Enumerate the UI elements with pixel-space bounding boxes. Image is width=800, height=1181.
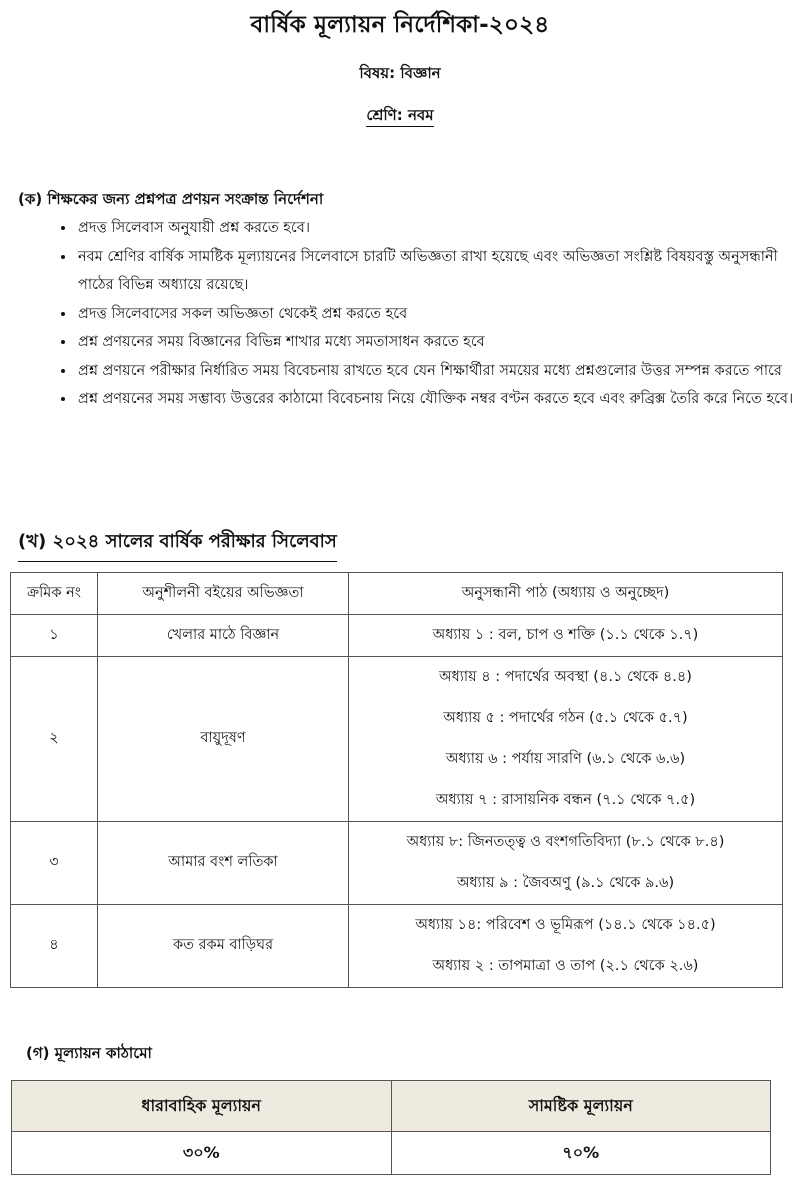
- chapter-line: অধ্যায় ১ : বল, চাপ ও শক্তি (১.১ থেকে ১.৭): [432, 627, 699, 643]
- column-header-serial: ক্রমিক নং: [11, 573, 98, 615]
- table-row: [12, 1132, 771, 1175]
- chapter-line: অধ্যায় ২ : তাপমাত্রা ও তাপ (২.১ থেকে ২.৬): [432, 958, 699, 974]
- section-b-heading: (খ) ২০২৪ সালের বার্ষিক পরীক্ষার সিলেবাস: [18, 527, 337, 562]
- guideline-item: • প্রশ্ন প্রণয়নের সময় সম্ভাব্য উত্তরের কাঠামো বিবেচনায় নিয়ে যৌক্তিক নম্বর বণ্টন করতে হবে এবং রুব্রিক্স তৈরি করে নিতে হবে।: [76, 385, 800, 414]
- chapters-cell: [349, 657, 783, 822]
- guideline-list: [48, 214, 800, 414]
- chapters-cell: [349, 905, 783, 988]
- guideline-item: • প্রদত্ত সিলেবাসের সকল অভিজ্ঞতা থেকেই প্রশ্ন করতে হবে: [76, 300, 800, 329]
- summative-assessment-header: সামষ্টিক মূল্যায়ন: [391, 1081, 771, 1132]
- continuous-assessment-value: ৩০%: [12, 1132, 392, 1175]
- chapter-line: অধ্যায় ৫ : পদার্থের গঠন (৫.১ থেকে ৫.৭): [443, 710, 688, 726]
- chapter-line: অধ্যায় ৪ : পদার্থের অবস্থা (৪.১ থেকে ৪.৪): [439, 669, 692, 685]
- serial-cell: ২: [11, 657, 98, 822]
- chapter-line: অধ্যায় ৯ : জৈবঅণু (৯.১ থেকে ৯.৬): [456, 875, 675, 891]
- serial-cell: ৩: [11, 822, 98, 905]
- serial-cell: ১: [11, 615, 98, 657]
- table-row: [11, 657, 783, 822]
- guideline-item: • প্রশ্ন প্রণয়নের সময় বিজ্ঞানের বিভিন্ন শাখার মধ্যে সমতাসাধন করতে হবে: [76, 328, 800, 357]
- section-c-heading: (গ) মূল্যায়ন কাঠামো: [26, 1044, 152, 1062]
- chapter-line: অধ্যায় ৭ : রাসায়নিক বন্ধন (৭.১ থেকে ৭.৫): [435, 792, 696, 808]
- assessment-table: [11, 1080, 771, 1175]
- experience-cell: কত রকম বাড়িঘর: [98, 905, 349, 988]
- table-row: [11, 822, 783, 905]
- table-header-row: [12, 1081, 771, 1132]
- experience-cell: আমার বংশ লতিকা: [98, 822, 349, 905]
- chapter-line: অধ্যায় ১৪: পরিবেশ ও ভূমিরূপ (১৪.১ থেকে ১৪.৫): [415, 917, 716, 933]
- guideline-item: • নবম শ্রেণির বার্ষিক সামষ্টিক মূল্যায়নের সিলেবাসে চারটি অভিজ্ঞতা রাখা হয়েছে এবং অভিজ্ঞতা সংশ্লিষ্ট বিষয়বস্তু অনুসন্ধানী পাঠের বিভিন্ন অধ্যায়ে রয়েছে।: [76, 243, 800, 300]
- table-header-row: [11, 573, 783, 615]
- column-header-experience: অনুশীলনী বইয়ের অভিজ্ঞতা: [98, 573, 349, 615]
- chapter-line: অধ্যায় ৮: জিনতত্ত্ব ও বংশগতিবিদ্যা (৮.১ থেকে ৮.৪): [406, 834, 725, 850]
- guideline-item: • প্রশ্ন প্রণয়নে পরীক্ষার নির্ধারিত সময় বিবেচনায় রাখতে হবে যেন শিক্ষার্থীরা সময়ের মধ্যে প্রশ্নগুলোর উত্তর সম্পন্ন করতে পারে: [76, 357, 800, 386]
- column-header-chapters: অনুসন্ধানী পাঠ (অধ্যায় ও অনুচ্ছেদ): [349, 573, 783, 615]
- chapters-cell: [349, 615, 783, 657]
- subject-line: বিষয়: বিজ্ঞান: [359, 64, 441, 82]
- class-line: [0, 104, 800, 129]
- table-row: [11, 905, 783, 988]
- summative-assessment-value: ৭০%: [391, 1132, 771, 1175]
- guideline-item: • প্রদত্ত সিলেবাস অনুযায়ী প্রশ্ন করতে হবে।: [76, 214, 800, 243]
- table-row: [11, 615, 783, 657]
- syllabus-table: [10, 572, 783, 988]
- serial-cell: ৪: [11, 905, 98, 988]
- section-a-heading: (ক) শিক্ষকের জন্য প্রশ্নপত্র প্রণয়ন সংক্রান্ত নির্দেশনা: [18, 190, 324, 208]
- class-label: শ্রেণি: নবম: [366, 106, 433, 127]
- chapters-cell: [349, 822, 783, 905]
- page-title: বার্ষিক মূল্যায়ন নির্দেশিকা-২০২৪: [250, 12, 550, 38]
- continuous-assessment-header: ধারাবাহিক মূল্যায়ন: [12, 1081, 392, 1132]
- chapter-line: অধ্যায় ৬ : পর্যায় সারণি (৬.১ থেকে ৬.৬): [445, 751, 686, 767]
- experience-cell: বায়ুদূষণ: [98, 657, 349, 822]
- experience-cell: খেলার মাঠে বিজ্ঞান: [98, 615, 349, 657]
